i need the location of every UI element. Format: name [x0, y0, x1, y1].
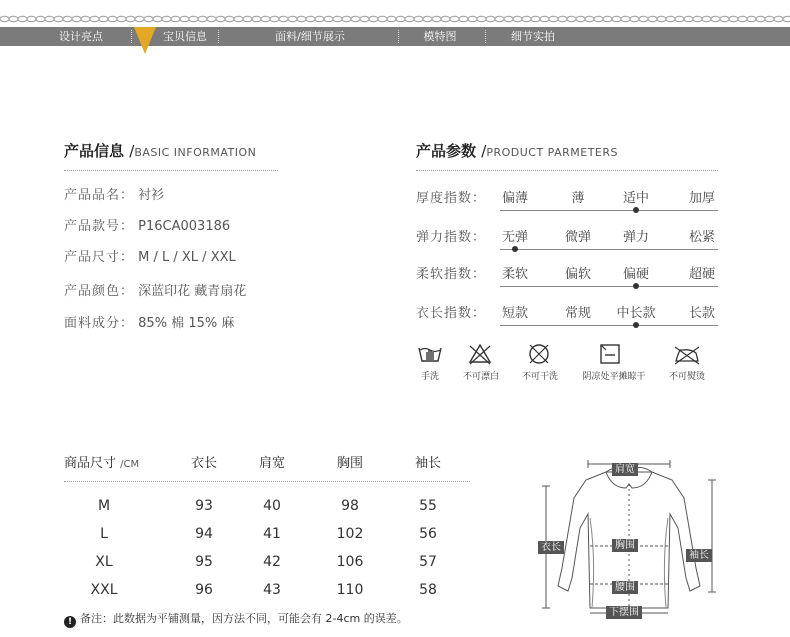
- chain-link: [342, 16, 351, 22]
- param-scale-line: [500, 210, 718, 211]
- chain-link: [504, 16, 513, 22]
- chain-link: [603, 16, 612, 22]
- chain-link: [765, 16, 774, 22]
- size-table-divider: [64, 481, 470, 482]
- chain-link: [621, 16, 630, 22]
- chain-link: [540, 16, 549, 22]
- chain-link: [639, 16, 648, 22]
- chain-link: [378, 16, 387, 22]
- chain-link: [459, 16, 468, 22]
- param-label-length: 衣长指数：: [416, 306, 487, 321]
- nav-item-fabric-details[interactable]: 面料/细节展示: [275, 30, 345, 43]
- size-cell-value: 40: [263, 498, 281, 514]
- info-row-sku: [64, 215, 230, 234]
- nav-separator: [131, 30, 132, 43]
- chain-link: [63, 16, 72, 22]
- nav-item-design[interactable]: 设计亮点: [59, 30, 103, 43]
- param-option: 加厚: [688, 191, 716, 206]
- info-row-fabric: [64, 312, 234, 331]
- chain-link: [549, 16, 558, 22]
- chain-link: [180, 16, 189, 22]
- param-label-elasticity: 弹力指数：: [416, 230, 487, 245]
- size-cell-value: 94: [195, 526, 213, 542]
- title-slash: /: [129, 142, 135, 160]
- chain-link: [414, 16, 423, 22]
- size-cell-value: 56: [419, 526, 437, 542]
- param-option: 微弹: [564, 230, 592, 245]
- param-scale-line: [500, 249, 718, 250]
- chain-link: [684, 16, 693, 22]
- size-cell-size: L: [100, 526, 108, 542]
- note-text: 备注：此数据为平铺测量，因方法不同，可能会有 2-4cm 的误差。: [80, 612, 408, 625]
- chain-link: [288, 16, 297, 22]
- chain-link: [306, 16, 315, 22]
- size-cell-value: 55: [419, 498, 437, 514]
- param-option: 偏硬: [622, 267, 650, 282]
- diagram-label-sleeve: 袖长: [686, 549, 712, 562]
- chain-link: [0, 16, 9, 22]
- params-title: [416, 140, 618, 161]
- basic-info-title: [64, 140, 256, 161]
- size-cell-value: 42: [263, 554, 281, 570]
- chain-link: [234, 16, 243, 22]
- chain-link: [720, 16, 729, 22]
- param-option: 弹力: [622, 230, 650, 245]
- chain-link: [675, 16, 684, 22]
- chain-link: [585, 16, 594, 22]
- chain-link: [153, 16, 162, 22]
- chain-link: [189, 16, 198, 22]
- chain-link: [81, 16, 90, 22]
- param-option: 薄: [571, 191, 585, 206]
- size-cell-size: XL: [95, 554, 113, 570]
- nav-bar: [0, 27, 790, 46]
- chain-link: [630, 16, 639, 22]
- chain-link: [576, 16, 585, 22]
- chain-border: [0, 14, 790, 24]
- param-option: 常规: [564, 306, 592, 321]
- chain-link: [225, 16, 234, 22]
- params-title-en: PRODUCT PARMETERS: [486, 146, 618, 159]
- no-bleach-icon: [468, 342, 492, 366]
- params-divider: [416, 170, 718, 171]
- basic-info-divider: [64, 170, 278, 171]
- param-option: 长款: [688, 306, 716, 321]
- no-iron-icon: [673, 342, 701, 366]
- size-col-chest: 胸围: [336, 456, 364, 471]
- chain-link: [9, 16, 18, 22]
- info-label: 面料成分：: [64, 316, 135, 331]
- nav-item-model[interactable]: 模特图: [423, 30, 457, 43]
- chain-link: [522, 16, 531, 22]
- params-title-cn: 产品参数: [416, 142, 477, 160]
- chain-link: [756, 16, 765, 22]
- chain-link: [441, 16, 450, 22]
- care-label: 不可干洗: [521, 372, 559, 382]
- diagram-label-hem: 下摆围: [606, 606, 642, 619]
- size-header-label: 商品尺寸: [64, 456, 117, 471]
- param-option: 偏薄: [501, 191, 529, 206]
- nav-item-detail-photos[interactable]: 细节实拍: [511, 30, 555, 43]
- chain-link: [144, 16, 153, 22]
- size-cell-size: M: [97, 498, 111, 514]
- diagram-label-chest: 胸围: [612, 539, 638, 552]
- param-selected-dot: [633, 322, 639, 328]
- chain-link: [333, 16, 342, 22]
- param-option: 短款: [501, 306, 529, 321]
- chain-link: [774, 16, 783, 22]
- size-cell-value: 57: [419, 554, 437, 570]
- chain-link: [270, 16, 279, 22]
- chain-link: [27, 16, 36, 22]
- info-value: 85% 棉 15% 麻: [138, 316, 235, 331]
- chain-link: [486, 16, 495, 22]
- chain-link: [108, 16, 117, 22]
- chain-link: [747, 16, 756, 22]
- info-value: 深蓝印花 藏青扇花: [138, 284, 247, 299]
- nav-separator: [218, 30, 219, 43]
- chain-link: [360, 16, 369, 22]
- param-label-thickness: 厚度指数：: [416, 191, 487, 206]
- warning-icon: !: [64, 616, 76, 628]
- chain-link: [18, 16, 27, 22]
- chain-link: [450, 16, 459, 22]
- param-option: 松紧: [688, 230, 716, 245]
- param-label-softness: 柔软指数：: [416, 267, 487, 282]
- info-value: M / L / XL / XXL: [138, 250, 236, 265]
- info-row-name: [64, 184, 164, 203]
- title-slash: /: [481, 142, 487, 160]
- info-value: P16CA003186: [138, 219, 231, 234]
- chain-link: [513, 16, 522, 22]
- param-option: 中长款: [616, 306, 656, 321]
- chain-link: [207, 16, 216, 22]
- size-cell-value: 41: [263, 526, 281, 542]
- measurement-note: [64, 610, 408, 628]
- chain-link: [126, 16, 135, 22]
- nav-item-product-info[interactable]: 宝贝信息: [163, 30, 207, 43]
- info-label: 产品品名：: [64, 188, 135, 203]
- chain-link: [297, 16, 306, 22]
- chain-link: [351, 16, 360, 22]
- size-cell-value: 102: [336, 526, 364, 542]
- chain-link: [495, 16, 504, 22]
- chain-link: [729, 16, 738, 22]
- chain-link: [162, 16, 171, 22]
- info-row-sizes: [64, 246, 236, 265]
- chain-link: [369, 16, 378, 22]
- chain-link: [711, 16, 720, 22]
- size-col-length: 衣长: [190, 456, 218, 471]
- chain-link: [135, 16, 144, 22]
- chain-link: [99, 16, 108, 22]
- chain-link: [594, 16, 603, 22]
- chain-link: [477, 16, 486, 22]
- chain-link: [243, 16, 252, 22]
- param-option: 超硬: [688, 267, 716, 282]
- care-label: 不可熨烫: [668, 372, 706, 382]
- diagram-label-length: 衣长: [538, 541, 564, 554]
- size-cell-value: 43: [263, 582, 281, 598]
- nav-separator: [398, 30, 399, 43]
- chain-link: [783, 16, 790, 22]
- size-header-unit: /CM: [120, 459, 140, 470]
- chain-link: [216, 16, 225, 22]
- info-row-colors: [64, 280, 246, 299]
- chain-link: [396, 16, 405, 22]
- size-cell-size: XXL: [90, 582, 118, 598]
- size-col-shoulder: 肩宽: [258, 456, 286, 471]
- chain-link: [72, 16, 81, 22]
- chain-link: [198, 16, 207, 22]
- info-value: 衬衫: [138, 188, 165, 203]
- chain-link: [387, 16, 396, 22]
- basic-info-title-en: BASIC INFORMATION: [134, 146, 257, 159]
- chain-link: [531, 16, 540, 22]
- param-selected-dot: [633, 283, 639, 289]
- size-cell-value: 58: [419, 582, 437, 598]
- chain-link: [693, 16, 702, 22]
- chain-link: [738, 16, 747, 22]
- chain-link: [432, 16, 441, 22]
- size-table-header-size: [64, 452, 139, 471]
- care-label: 手洗: [420, 372, 440, 382]
- chain-link: [612, 16, 621, 22]
- chain-link: [117, 16, 126, 22]
- flat-dry-shade-icon: [598, 342, 622, 366]
- chain-link: [171, 16, 180, 22]
- info-label: 产品款号：: [64, 219, 135, 234]
- chain-link: [405, 16, 414, 22]
- hand-wash-icon: [418, 342, 442, 366]
- param-option: 无弹: [501, 230, 529, 245]
- param-scale-line: [500, 325, 718, 326]
- chain-link: [648, 16, 657, 22]
- chain-link: [423, 16, 432, 22]
- size-cell-value: 110: [336, 582, 364, 598]
- diagram-label-waist: 腰围: [612, 581, 638, 594]
- care-label: 不可漂白: [462, 372, 500, 382]
- size-cell-value: 93: [195, 498, 213, 514]
- nav-separator: [485, 30, 486, 43]
- chain-link: [261, 16, 270, 22]
- param-scale-line: [500, 286, 718, 287]
- nav-active-marker: [134, 27, 156, 54]
- param-selected-dot: [512, 246, 518, 252]
- chain-link: [315, 16, 324, 22]
- size-cell-value: 98: [341, 498, 359, 514]
- param-option: 柔软: [501, 267, 529, 282]
- chain-link: [36, 16, 45, 22]
- chain-link: [666, 16, 675, 22]
- chain-link: [45, 16, 54, 22]
- info-label: 产品尺寸：: [64, 250, 135, 265]
- param-option: 偏软: [564, 267, 592, 282]
- size-col-sleeve: 袖长: [414, 456, 442, 471]
- no-dry-clean-icon: [527, 342, 551, 366]
- size-cell-value: 106: [336, 554, 364, 570]
- chain-link: [468, 16, 477, 22]
- basic-info-title-cn: 产品信息: [64, 142, 125, 160]
- chain-link: [702, 16, 711, 22]
- chain-link: [324, 16, 333, 22]
- info-label: 产品颜色：: [64, 284, 135, 299]
- chain-link: [657, 16, 666, 22]
- chain-link: [90, 16, 99, 22]
- param-option: 适中: [622, 191, 650, 206]
- chain-link: [279, 16, 288, 22]
- care-label: 阴凉处平摊晾干: [582, 372, 646, 382]
- param-selected-dot: [633, 207, 639, 213]
- size-cell-value: 95: [195, 554, 213, 570]
- chain-link: [252, 16, 261, 22]
- chain-link: [54, 16, 63, 22]
- size-cell-value: 96: [195, 582, 213, 598]
- chain-link: [567, 16, 576, 22]
- diagram-label-shoulder: 肩宽: [612, 463, 638, 476]
- chain-link: [558, 16, 567, 22]
